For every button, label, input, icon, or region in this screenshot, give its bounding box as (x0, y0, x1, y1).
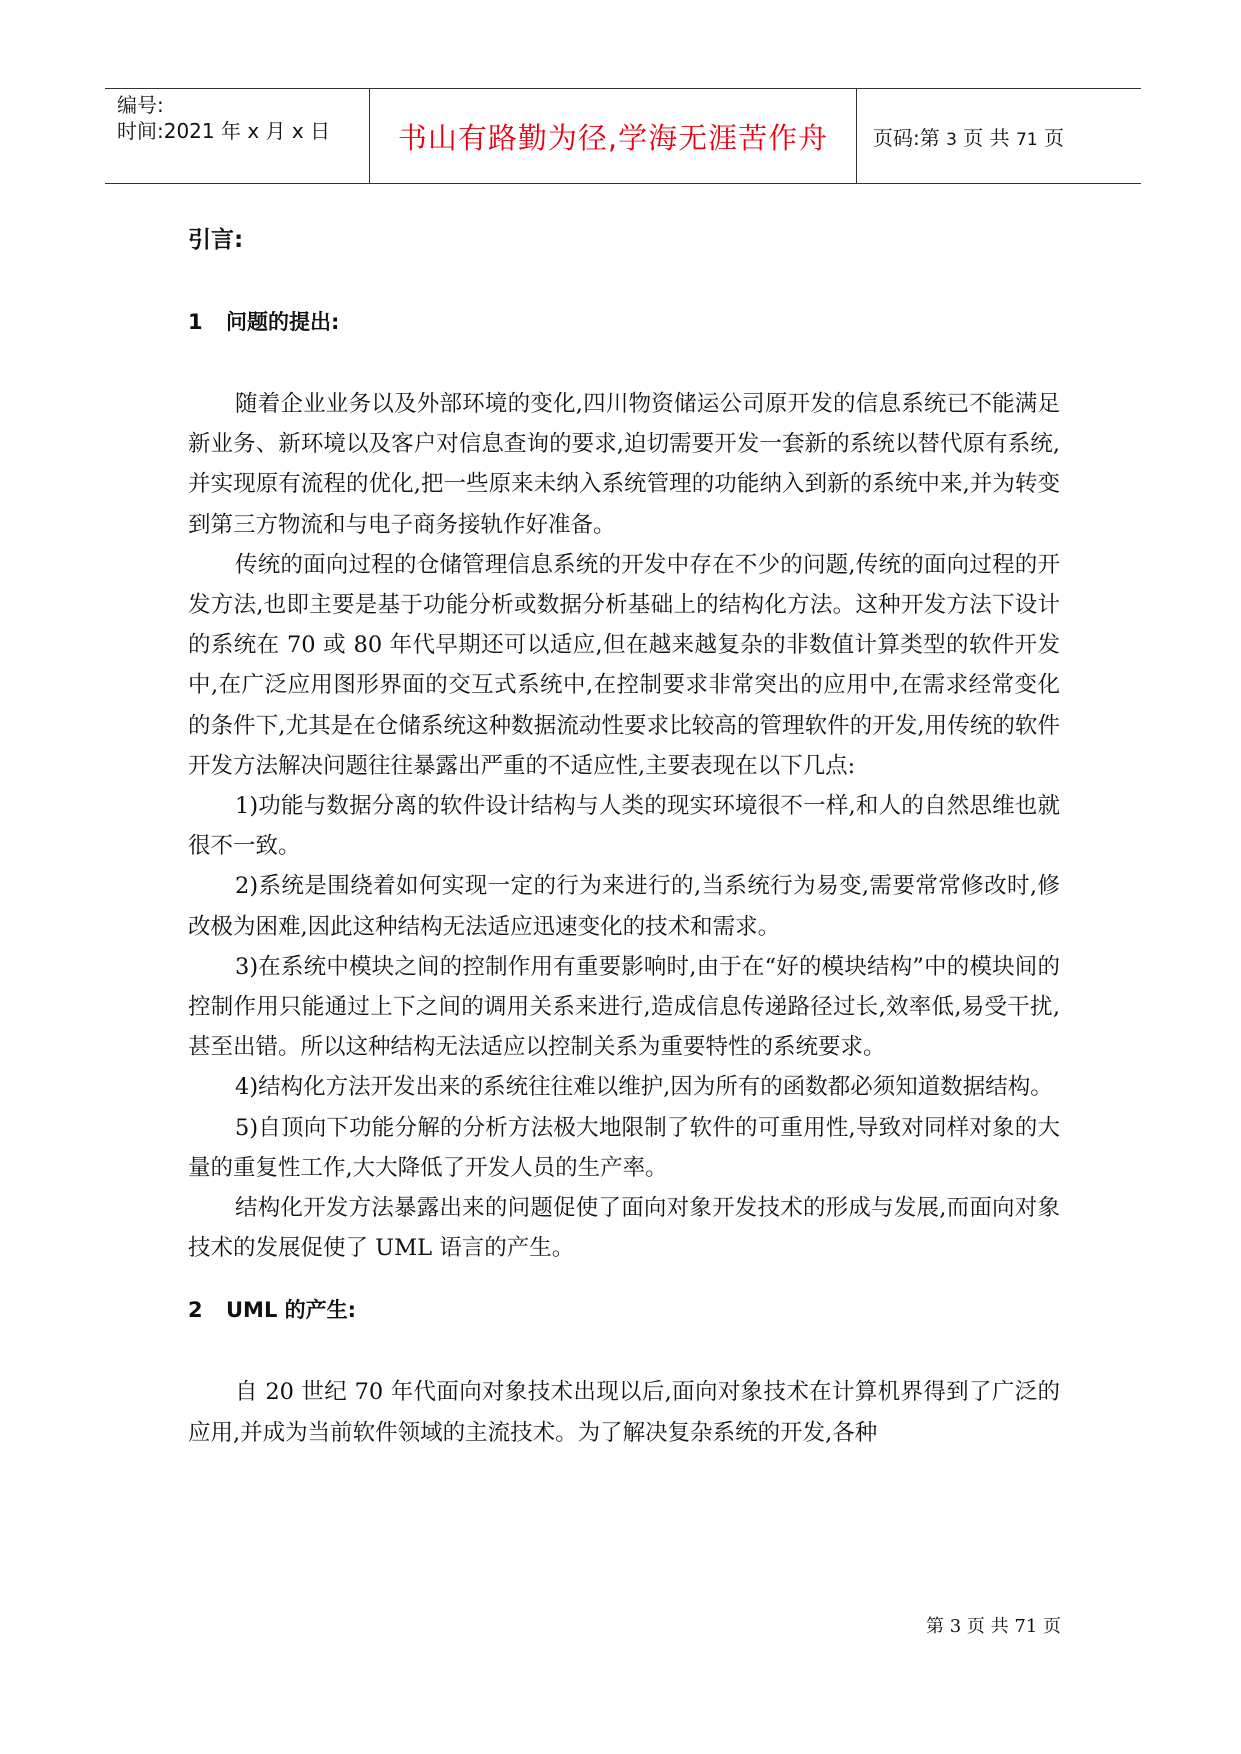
list-item: 1)功能与数据分离的软件设计结构与人类的现实环境很不一样,和人的自然思维也就很不一致。 (188, 793, 1060, 860)
document-time-label: 时间:2021 年 x 月 x 日 (117, 119, 331, 143)
document-body (188, 220, 1060, 1453)
section-1-content (188, 384, 1060, 1268)
intro-title: 引言: (188, 227, 244, 253)
header-page-info: 页码:第 3 页 共 71 页 (873, 125, 1065, 150)
paragraph: 结构化开发方法暴露出来的问题促使了面向对象开发技术的形成与发展,而面向对象技术的发展促使了 UML 语言的产生。 (188, 1195, 1060, 1262)
section-1-title: 问题的提出: (226, 310, 340, 334)
section-2-title: UML 的产生: (226, 1298, 357, 1323)
page-footer: 第 3 页 共 71 页 (926, 1616, 1061, 1637)
section-1-number: 1 (188, 310, 203, 334)
paragraph: 传统的面向过程的仓储管理信息系统的开发中存在不少的问题,传统的面向过程的开发方法,也即主要是基于功能分析或数据分析基础上的结构化方法。这种开发方法下设计的系统在 70 或 80 年代早期还可以适应,但在越来越复杂的非数值计算类型的软件开发中,在广泛应用图形界面的交互式系统中,在控制要求非常突出的应用中,在需求经常变化的条件下,尤其是在仓储系统这种数据流动性要求比较高的管理软件的开发,用传统的软件开发方法解决问题往往暴露出严重的不适应性,主要表现在以下几点: (188, 551, 1060, 779)
page-header (105, 88, 1141, 184)
motto-text: 书山有路勤为径,学海无涯苦作舟 (397, 120, 829, 155)
section-2-content (188, 1372, 1060, 1452)
paragraph: 自 20 世纪 70 年代面向对象技术出现以后,面向对象技术在计算机界得到了广泛的应用,并成为当前软件领域的主流技术。为了解决复杂系统的开发,各种 (188, 1379, 1060, 1446)
section-2-number: 2 (188, 1298, 203, 1323)
list-item: 3)在系统中模块之间的控制作用有重要影响时,由于在“好的模块结构”中的模块间的控制作用只能通过上下之间的调用关系来进行,造成信息传递路径过长,效率低,易受干扰,甚至出错。所以这种结构无法适应以控制关系为重要特性的系统要求。 (188, 953, 1060, 1061)
header-page-cell (855, 89, 1141, 183)
document-number-label: 编号: (117, 93, 164, 117)
section-2-heading (188, 1290, 1060, 1330)
header-page-total: 71 (1016, 129, 1038, 150)
list-item: 5)自顶向下功能分解的分析方法极大地限制了软件的可重用性,导致对同样对象的大量的重复性工作,大大降低了开发人员的生产率。 (188, 1114, 1060, 1181)
header-meta (105, 89, 369, 183)
list-item: 2)系统是围绕着如何实现一定的行为来进行的,当系统行为易变,需要常常修改时,修改极为困难,因此这种结构无法适应迅速变化的技术和需求。 (188, 873, 1060, 940)
paragraph: 随着企业业务以及外部环境的变化,四川物资储运公司原开发的信息系统已不能满足新业务、新环境以及客户对信息查询的要求,迫切需要开发一套新的系统以替代原有系统,并实现原有流程的优化,把一些原来未纳入系统管理的功能纳入到新的系统中来,并为转变到第三方物流和与电子商务接轨作好准备。 (188, 391, 1060, 538)
header-motto-cell (369, 89, 857, 183)
header-page-current: 3 (946, 129, 957, 150)
list-item: 4)结构化方法开发出来的系统往往难以维护,因为所有的函数都必须知道数据结构。 (235, 1074, 1053, 1101)
section-1-heading (188, 302, 1060, 342)
